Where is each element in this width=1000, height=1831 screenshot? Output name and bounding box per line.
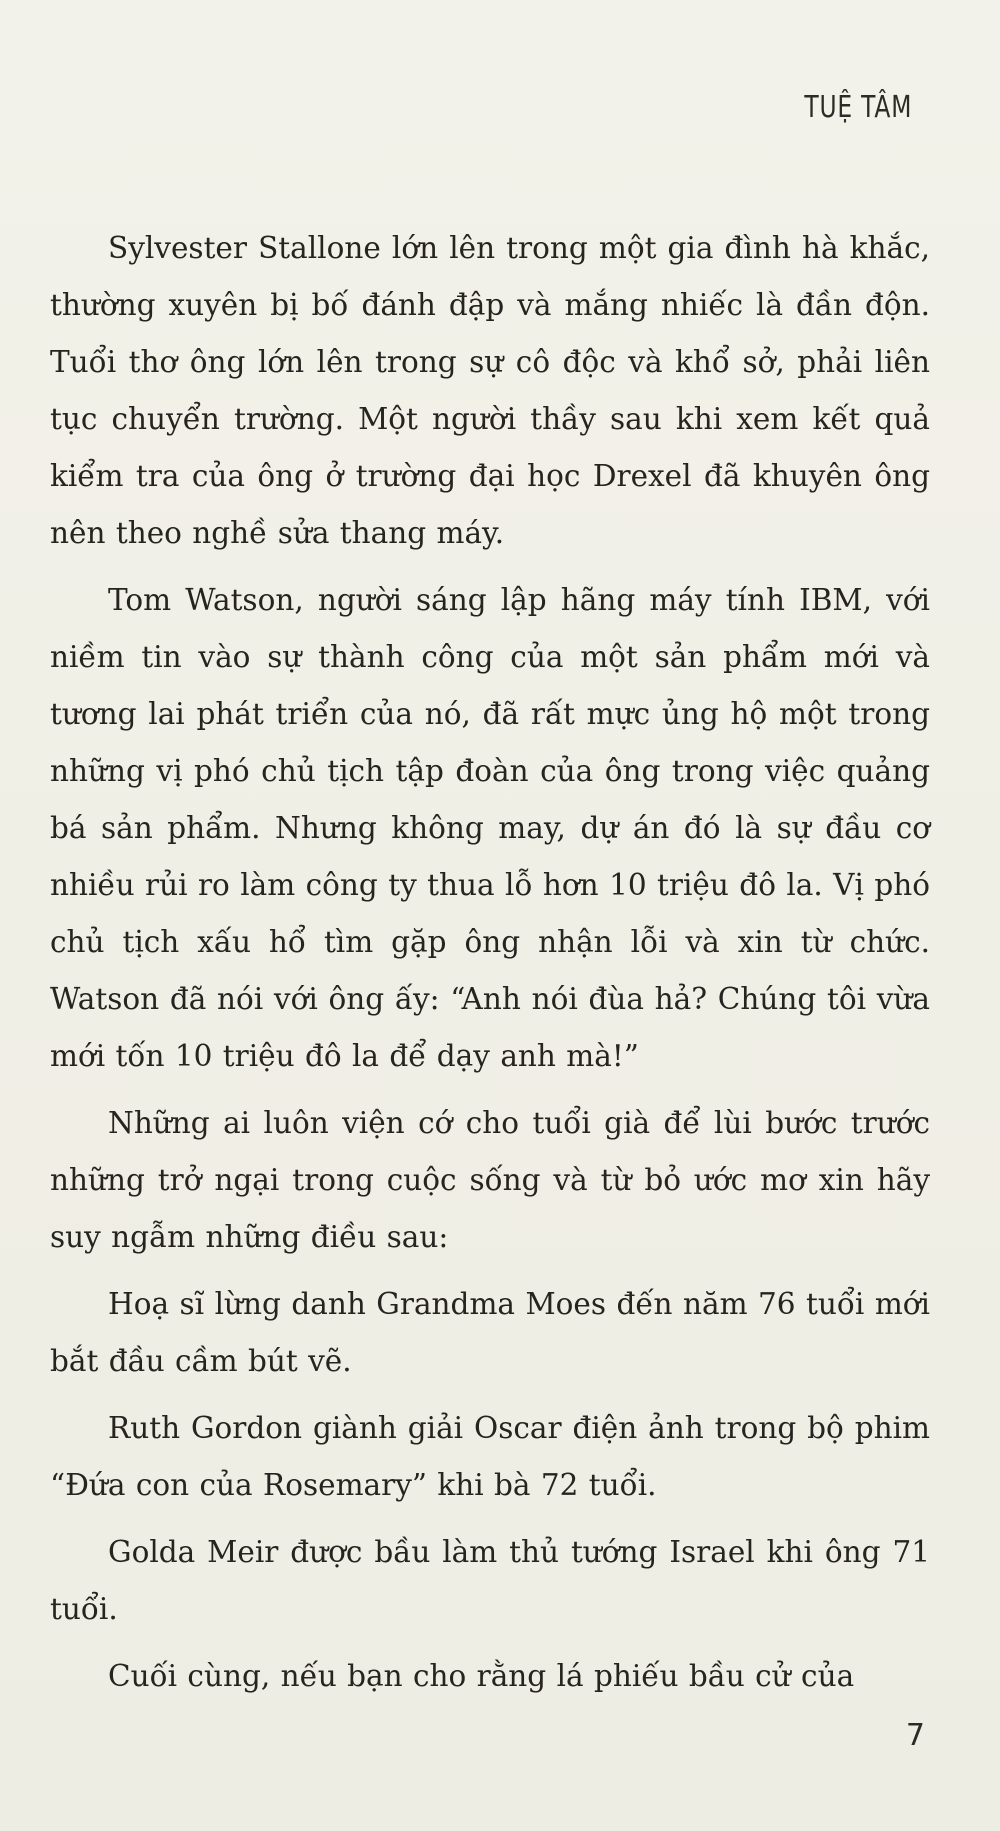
page-number: 7 (905, 1718, 925, 1753)
running-header: TUỆ TÂM (804, 90, 912, 125)
paragraph-ruth-gordon: Ruth Gordon giành giải Oscar điện ảnh trong bộ phim “Đứa con của Rosemary” khi bà 72 tuổi. (50, 1411, 930, 1502)
paragraph-watson: Tom Watson, người sáng lập hãng máy tính IBM, với niềm tin vào sự thành công của một sản phẩm mới và tương lai phát triển của nó, đã rất mực ủng hộ một trong những vị phó chủ tịch tập đoàn của ông trong việc quảng bá sản phẩm. Nhưng không may, dự án đó là sự đầu cơ nhiều rủi ro làm công ty thua lỗ hơn 10 triệu đô la. Vị phó chủ tịch xấu hổ tìm gặp ông nhận lỗi và xin từ chức. Watson đã nói với ông ấy: “Anh nói đùa hả? Chúng tôi vừa mới tốn 10 triệu đô la để dạy anh mà!” (50, 583, 930, 1073)
paragraph-old-age: Những ai luôn viện cớ cho tuổi già để lùi bước trước những trở ngại trong cuộc sống và từ bỏ ước mơ xin hãy suy ngẫm những điều sau: (50, 1106, 930, 1254)
paragraph-stallone: Sylvester Stallone lớn lên trong một gia đình hà khắc, thường xuyên bị bố đánh đập và mắng nhiếc là đần độn. Tuổi thơ ông lớn lên trong sự cô độc và khổ sở, phải liên tục chuyển trường. Một người thầy sau khi xem kết quả kiểm tra của ông ở trường đại học Drexel đã khuyên ông nên theo nghề sửa thang máy. (50, 231, 930, 550)
body-text (50, 220, 930, 1715)
paragraph-final: Cuối cùng, nếu bạn cho rằng lá phiếu bầu cử của (108, 1659, 855, 1693)
paragraph-golda-meir: Golda Meir được bầu làm thủ tướng Israel khi ông 71 tuổi. (50, 1535, 930, 1626)
paragraph-grandma-moes: Hoạ sĩ lừng danh Grandma Moes đến năm 76 tuổi mới bắt đầu cầm bút vẽ. (50, 1287, 930, 1378)
